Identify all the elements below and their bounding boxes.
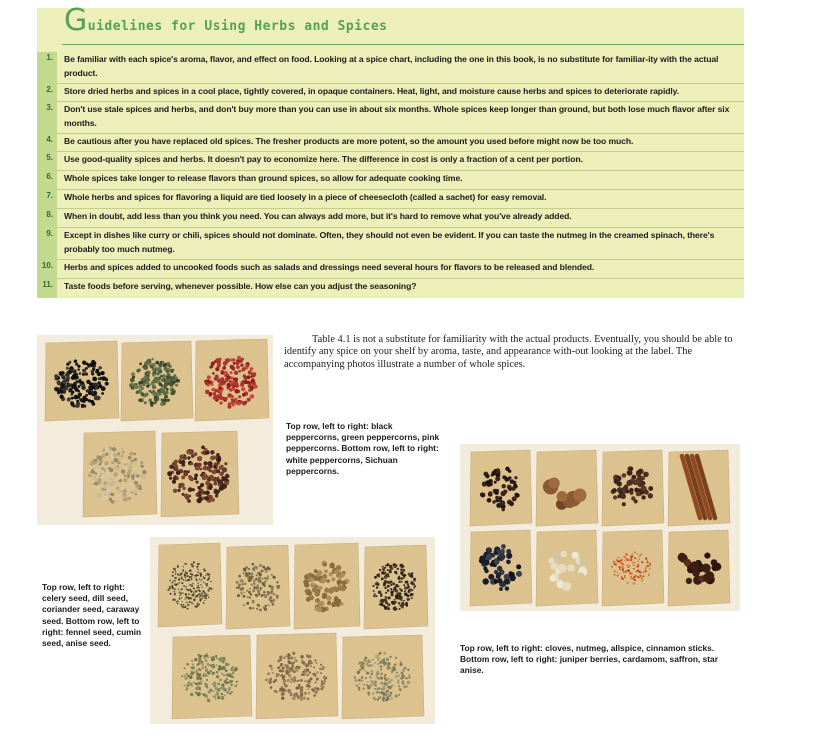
peppercorns-illustration (37, 335, 273, 525)
paper-coriander (294, 543, 360, 629)
guideline-text: Herbs and spices added to uncooked foods such as salads and dressings need several hours for flavors to be released and blended. (64, 262, 595, 272)
paper-cloves (470, 450, 532, 526)
guideline-text: Be cautious after you have replaced old spices. The fresher products are more potent, so the amount you used before might now be too much. (64, 136, 634, 146)
paper-white (83, 431, 157, 517)
guidelines-title: Guidelines for Using Herbs and Spices (64, 3, 388, 38)
paper-allspice (602, 450, 664, 526)
guideline-number: 2. (46, 85, 53, 94)
guideline-item (37, 279, 744, 298)
seeds-caption: Top row, left to right: celery seed, dill seed, coriander seed, caraway seed. Bottom row, left to right: fennel seed, cumin seed, anise seed. (42, 582, 142, 649)
peppercorns-caption: Top row, left to right: black peppercorns, green peppercorns, pink peppercorns. Bottom row, left to right: white peppercorns, Sichuan peppercorns. (286, 421, 440, 476)
paper-fennel (172, 635, 252, 719)
guideline-item (37, 190, 744, 209)
guideline-number: 9. (46, 229, 53, 238)
guideline-text: Taste foods before serving, whenever possible. How else can you adjust the seasoning? (64, 281, 417, 291)
title-rule (62, 44, 744, 45)
intro-paragraph: Table 4.1 is not a substitute for familiarity with the actual products. Eventually, you should be able to identify any spice on your shelf by aroma, taste, and appearance with-out looking at the label. The accompanying photos illustrate a number of whole spices. (284, 334, 733, 370)
guideline-item (37, 84, 744, 102)
seeds-photo (150, 537, 435, 724)
guideline-number: 4. (46, 135, 53, 144)
guideline-text: Whole spices take longer to release flavors than ground spices, so allow for adequate cooking time. (64, 173, 463, 183)
guideline-item (37, 260, 744, 279)
guideline-number: 1. (46, 53, 53, 62)
guideline-number: 7. (46, 191, 53, 200)
guideline-number: 3. (46, 103, 53, 112)
peppercorns-photo (37, 335, 273, 525)
guideline-text: Store dried herbs and spices in a cool place, tightly covered, in opaque containers. Heat, light, and moisture cause herbs and spices to deteriorate rapidly. (64, 86, 679, 96)
paper-cumin (256, 633, 338, 719)
paper-black (45, 341, 119, 421)
seeds-illustration (150, 537, 435, 724)
guideline-number: 10. (41, 261, 53, 270)
guideline-item (37, 102, 744, 134)
whole-spices-photo (460, 444, 740, 611)
guideline-number: 5. (46, 153, 53, 162)
whole-spices-illustration (460, 444, 740, 611)
guideline-text: Be familiar with each spice's aroma, flavor, and effect on food. Looking at a spice chart, including the one in this book, is no substitute for familiar-ity with the actual product. (64, 54, 719, 78)
paper-saffron (602, 530, 664, 606)
guideline-number: 6. (46, 172, 53, 181)
guideline-text: Except in dishes like curry or chili, spices should not dominate. Often, they should not even be evident. If you can taste the nutmeg in the creamed spinach, there's probably too much nutmeg. (64, 230, 715, 254)
whole-spices-caption: Top row, left to right: cloves, nutmeg, allspice, cinnamon sticks. Bottom row, left to right: juniper berries, cardamom, saffron, star anise. (460, 643, 718, 676)
guideline-item (37, 52, 744, 84)
guideline-number: 11. (42, 280, 53, 289)
guideline-item (37, 209, 744, 228)
guideline-number: 8. (46, 210, 53, 219)
guideline-text: Use good-quality spices and herbs. It doesn't pay to economize here. The difference in cost is only a fraction of a cent per portion. (64, 154, 583, 164)
guideline-item (37, 228, 744, 260)
guideline-item (37, 134, 744, 152)
guideline-text: When in doubt, add less than you think you need. You can always add more, but it's hard to remove what you've already added. (64, 211, 572, 221)
guideline-text: Don't use stale spices and herbs, and don't buy more than you can use in about six months. Whole spices keep longer than ground, but both lose much flavor after six months. (64, 104, 730, 128)
guideline-text: Whole herbs and spices for flavoring a liquid are tied loosely in a piece of cheesecloth (called a sachet) for easy removal. (64, 192, 547, 202)
guideline-item (37, 171, 744, 190)
guideline-item (37, 152, 744, 171)
